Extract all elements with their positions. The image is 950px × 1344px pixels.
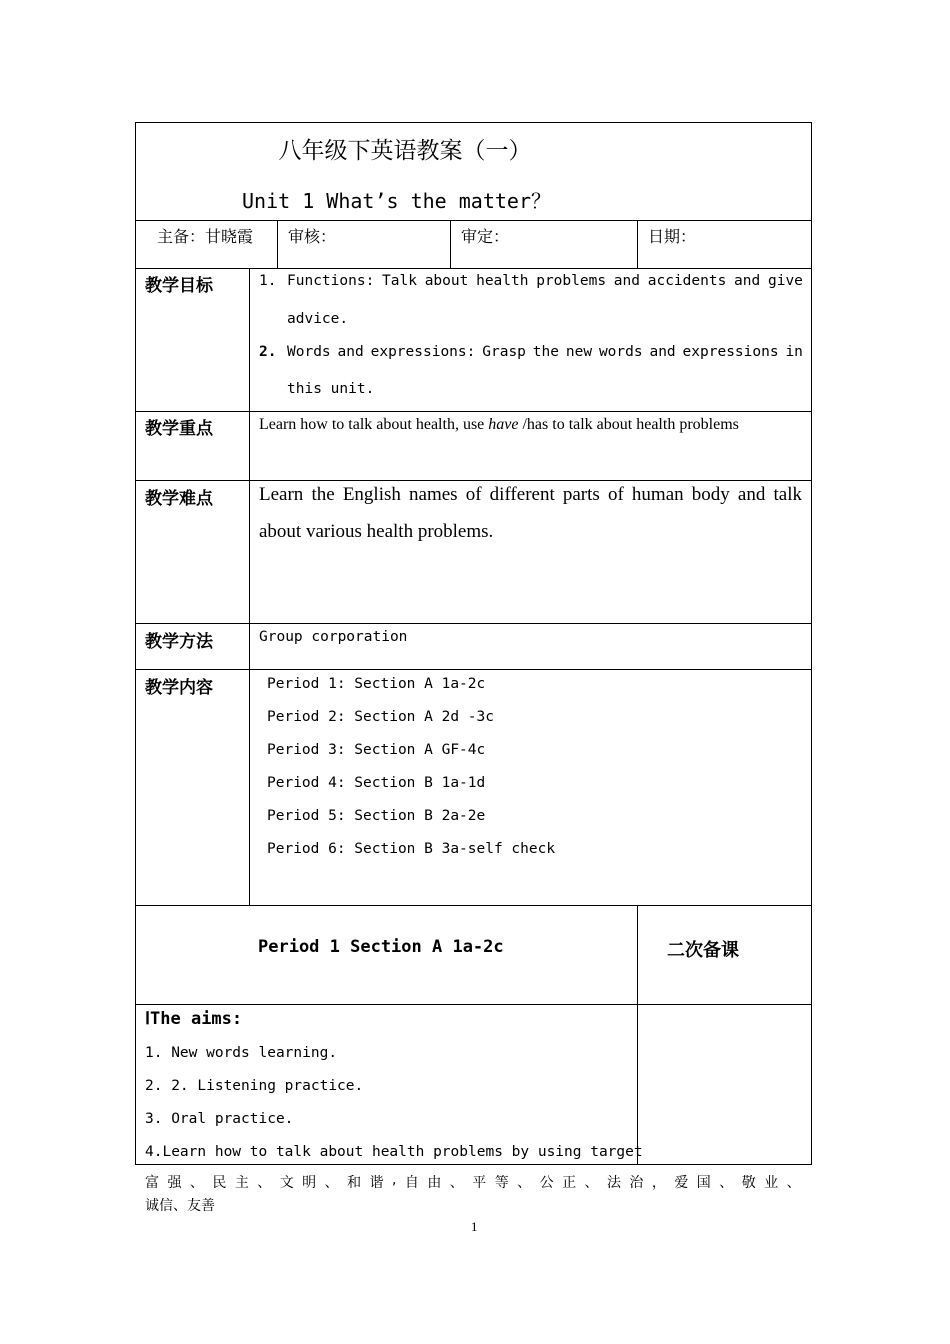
core-value-char: , <box>391 1172 397 1188</box>
row-divider <box>135 1004 812 1005</box>
objective-word: give <box>767 273 803 289</box>
document-title: 八年级下英语教案（一） <box>278 138 532 164</box>
core-value-char: 、 <box>257 1175 272 1191</box>
row-divider <box>135 411 812 412</box>
core-value-char: 敬 <box>741 1175 756 1191</box>
difficulties-word: English <box>342 484 401 505</box>
difficulties-label: 教学难点 <box>145 489 213 509</box>
objective-word: expressions: <box>370 344 476 360</box>
core-value-char: 平 <box>472 1175 487 1191</box>
col-divider <box>249 268 250 905</box>
core-value-char: 、 <box>189 1175 204 1191</box>
core-value-char: 法 <box>606 1175 621 1191</box>
preparer-field: 主备：甘晓霞 <box>157 227 254 246</box>
aim-item: 4.Learn how to talk about health problems by using target <box>145 1144 643 1160</box>
core-value-char: 由 <box>427 1175 442 1191</box>
objective-number: 1. <box>259 273 277 289</box>
core-value-char: 主 <box>234 1175 249 1191</box>
core-values-footer-cont: 诚信、友善 <box>145 1198 215 1214</box>
key-points-label: 教学重点 <box>145 419 213 439</box>
col-divider <box>277 220 278 268</box>
core-value-char: 富 <box>145 1175 159 1191</box>
objective-word: the <box>532 344 559 360</box>
core-value-char: 正 <box>562 1175 577 1191</box>
content-label: 教学内容 <box>145 678 213 698</box>
core-value-char: 强 <box>167 1175 182 1191</box>
row-divider <box>135 268 812 269</box>
row-divider <box>135 220 812 221</box>
aim-item: 1. New words learning. <box>145 1045 338 1061</box>
core-value-char: 爱 <box>674 1175 689 1191</box>
objective-word: accidents <box>647 273 727 289</box>
second-prep-label: 二次备课 <box>667 940 739 961</box>
difficulties-word: names <box>409 484 458 505</box>
core-value-char: 、 <box>517 1175 532 1191</box>
objective-text <box>287 344 803 360</box>
objective-word: in <box>785 344 803 360</box>
core-value-char: 和 <box>347 1175 362 1191</box>
method-label: 教学方法 <box>145 632 213 652</box>
objective-word: and <box>649 344 676 360</box>
core-value-char: 业 <box>764 1175 779 1191</box>
objective-word: Grasp <box>482 344 526 360</box>
difficulties-text <box>259 484 802 506</box>
difficulties-word: Learn <box>259 484 304 505</box>
objective-word: words <box>598 344 643 360</box>
row-divider <box>135 669 812 670</box>
method-text: Group corporation <box>259 629 408 645</box>
row-divider <box>135 905 812 906</box>
difficulties-word: of <box>607 484 624 505</box>
core-value-char: 国 <box>696 1175 711 1191</box>
period-list-item: Period 5: Section B 2a-2e <box>267 808 486 824</box>
row-divider <box>135 623 812 624</box>
core-values-footer <box>145 1172 801 1192</box>
key-points-text: Learn how to talk about health, use have /has to talk about health problems <box>259 416 739 433</box>
objective-word: Talk <box>382 273 417 289</box>
core-value-char: ， <box>651 1175 666 1191</box>
objective-word: health <box>476 273 529 289</box>
core-value-char: 民 <box>212 1175 227 1191</box>
objective-word: problems <box>536 273 607 289</box>
core-value-char: 自 <box>404 1175 419 1191</box>
period-list-item: Period 3: Section A GF-4c <box>267 742 486 758</box>
col-divider <box>450 220 451 268</box>
date-field: 日期： <box>648 227 697 246</box>
difficulties-text-cont: about various health problems. <box>259 521 494 542</box>
difficulties-word: human <box>631 484 684 505</box>
core-value-char: 、 <box>786 1175 801 1191</box>
period-list-item: Period 1: Section A 1a-2c <box>267 676 486 692</box>
col-divider <box>637 905 638 1165</box>
period-list-item: Period 6: Section B 3a-self check <box>267 841 556 857</box>
core-value-char: 治 <box>629 1175 644 1191</box>
difficulties-word: different <box>489 484 555 505</box>
difficulties-word: and <box>737 484 766 505</box>
core-value-char: 明 <box>302 1175 317 1191</box>
difficulties-word: of <box>465 484 482 505</box>
difficulties-word: talk <box>773 484 802 505</box>
core-value-char: 文 <box>279 1175 294 1191</box>
objective-word: and <box>613 273 640 289</box>
aims-heading: ⅠThe aims: <box>145 1009 243 1029</box>
objectives-label: 教学目标 <box>145 276 213 296</box>
difficulties-word: body <box>691 484 730 505</box>
objective-word: and <box>337 344 364 360</box>
objective-number: 2. <box>259 344 277 360</box>
objective-word: and <box>734 273 761 289</box>
period-list-item: Period 2: Section A 2d -3c <box>267 709 494 725</box>
core-value-char: 、 <box>449 1175 464 1191</box>
approver-field: 审定： <box>461 227 510 246</box>
objective-text-cont: advice. <box>287 311 349 327</box>
objective-text-cont: this unit. <box>287 381 375 397</box>
core-value-char: 谐 <box>369 1175 384 1191</box>
reviewer-field: 审核： <box>288 227 337 246</box>
core-value-char: 等 <box>494 1175 509 1191</box>
objective-word: Words <box>287 344 331 360</box>
core-value-char: 、 <box>584 1175 599 1191</box>
row-divider <box>135 480 812 481</box>
core-value-char: 、 <box>324 1175 339 1191</box>
page-number: 1 <box>471 1219 478 1234</box>
col-divider <box>637 220 638 268</box>
aim-item: 2. 2. Listening practice. <box>145 1078 364 1094</box>
difficulties-word: the <box>311 484 335 505</box>
objective-text <box>287 273 803 289</box>
objective-word: Functions: <box>287 273 375 289</box>
core-value-char: 公 <box>539 1175 554 1191</box>
core-value-char: 、 <box>719 1175 734 1191</box>
objective-word: about <box>424 273 469 289</box>
aim-item: 3. Oral practice. <box>145 1111 294 1127</box>
period-list-item: Period 4: Section B 1a-1d <box>267 775 486 791</box>
objective-word: expressions <box>682 344 779 360</box>
difficulties-word: parts <box>562 484 600 505</box>
period-title: Period 1 Section A 1a-2c <box>258 937 504 957</box>
unit-subtitle: Unit 1 What’s the matter？ <box>242 189 551 213</box>
objective-word: new <box>565 344 593 360</box>
